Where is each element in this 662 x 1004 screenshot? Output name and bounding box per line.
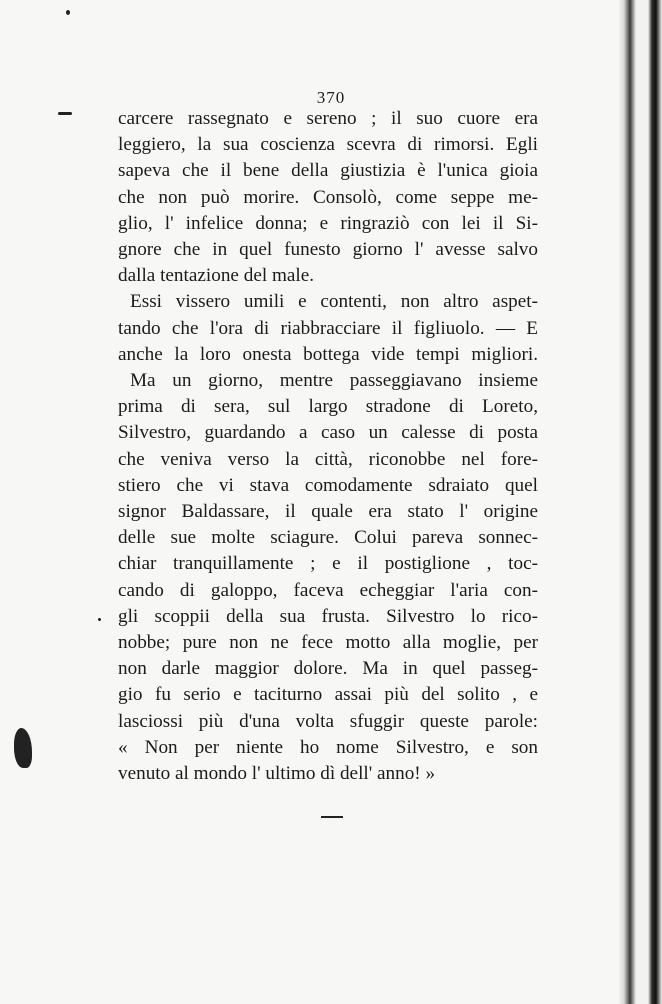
- text-line: che non può morire. Consolò, come seppe me-: [118, 186, 538, 208]
- text-line: gnore che in quel funesto giorno l' avesse salvo: [118, 239, 538, 261]
- text-line: leggiero, la sua coscienza scevra di rimorsi. Egli: [118, 134, 538, 156]
- ink-speck: [14, 728, 32, 768]
- ink-speck: [98, 618, 101, 621]
- text-line: Ma un giorno, mentre passeggiavano insieme: [130, 370, 538, 392]
- page-body-text: [118, 106, 538, 787]
- text-line: non darle maggior dolore. Ma in quel passeg-: [118, 658, 538, 680]
- text-line: gio fu serio e taciturno assai più del solito , e: [118, 684, 538, 706]
- text-line: Essi vissero umili e contenti, non altro aspet-: [130, 291, 538, 313]
- ink-speck: [58, 112, 72, 115]
- text-line: anche la loro onesta bottega vide tempi migliori.: [118, 343, 538, 365]
- text-line: sapeva che il bene della giustizia è l'unica gioia: [118, 160, 538, 182]
- ink-speck: [66, 10, 70, 15]
- text-line: dalla tentazione del male.: [118, 265, 315, 287]
- text-line: carcere rassegnato e sereno ; il suo cuore era: [118, 108, 538, 129]
- text-line: glio, l' infelice donna; e ringraziò con lei il Si-: [118, 212, 538, 234]
- text-line: prima di sera, sul largo stradone di Loreto,: [118, 396, 538, 418]
- text-line: stiero che vi stava comodamente sdraiato quel: [118, 474, 538, 496]
- text-line: lasciossi più d'una volta sfuggir queste parole:: [118, 710, 538, 732]
- page-edge-shadow: [618, 0, 662, 1004]
- text-line: Silvestro, guardando a caso un calesse di posta: [118, 422, 538, 444]
- text-line: signor Baldassare, il quale era stato l' origine: [118, 501, 538, 523]
- paragraph: [118, 106, 538, 289]
- text-line: cando di galoppo, faceva echeggiar l'aria con-: [118, 579, 538, 601]
- text-line: nobbe; pure non ne fece motto alla moglie, per: [118, 632, 538, 654]
- text-line: « Non per niente ho nome Silvestro, e son: [118, 736, 538, 758]
- text-line: che veniva verso la città, riconobbe nel fore-: [118, 448, 538, 470]
- page-number: 370: [316, 88, 346, 107]
- paragraph: [118, 368, 538, 787]
- text-line: chiar tranquillamente ; e il postiglione , toc-: [118, 553, 538, 575]
- text-line: tando che l'ora di riabbracciare il figliuolo. — E: [118, 317, 538, 339]
- text-line: venuto al mondo l' ultimo dì dell' anno! »: [118, 763, 436, 785]
- text-line: delle sue molte sciagure. Colui pareva sonnec-: [118, 527, 538, 549]
- text-line: gli scoppii della sua frusta. Silvestro lo rico-: [118, 605, 538, 627]
- end-rule: [321, 816, 343, 818]
- paragraph: [118, 289, 538, 368]
